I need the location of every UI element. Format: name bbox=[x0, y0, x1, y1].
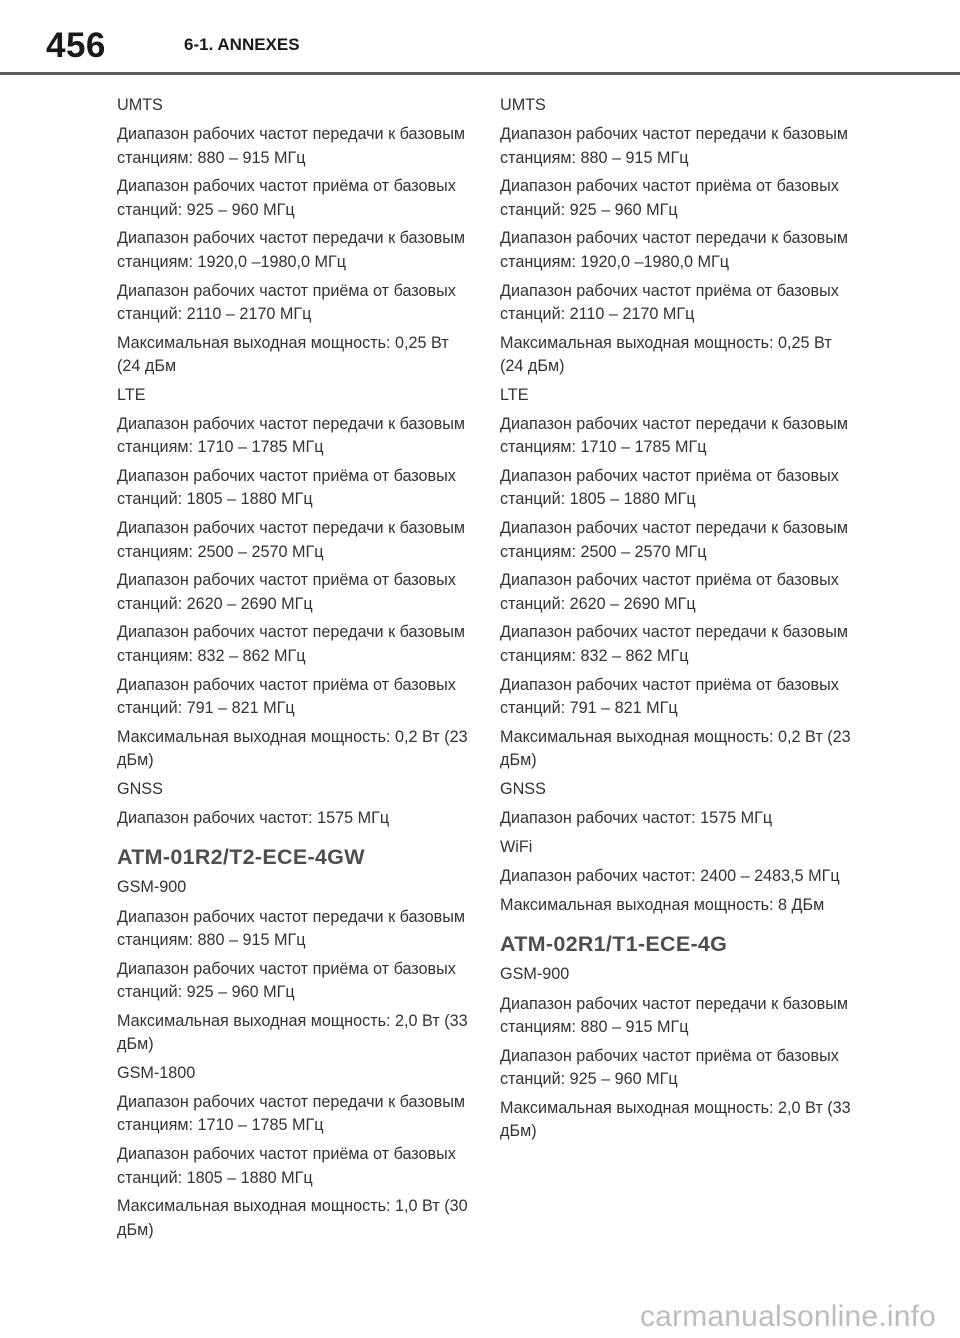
gsm1800-rx: Диапазон рабочих частот приёма от базовых станций: 1805 – 1880 МГц bbox=[117, 1145, 456, 1187]
lte-tx-1800: Диапазон рабочих частот передачи к базовым станциям: 1710 – 1785 МГц bbox=[500, 415, 848, 457]
header-divider bbox=[0, 72, 960, 75]
left-column bbox=[117, 94, 469, 1247]
gsm900-max-power: Максимальная выходная мощность: 2,0 Вт (33 дБм) bbox=[117, 1011, 468, 1054]
lte-rx-800: Диапазон рабочих частот приёма от базовых станций: 791 – 821 МГц bbox=[117, 675, 456, 717]
umts-max-power: Максимальная выходная мощность: 0,25 Вт (24 дБм bbox=[117, 333, 449, 375]
umts-rx-900: Диапазон рабочих частот приёма от базовых станций: 925 – 960 МГц bbox=[117, 177, 456, 219]
wifi-block bbox=[500, 836, 852, 917]
gnss-label: GNSS bbox=[500, 779, 546, 798]
lte-label: LTE bbox=[500, 385, 529, 404]
gsm900-rx: Диапазон рабочих частот приёма от базовых станций: 925 – 960 МГц bbox=[117, 959, 456, 1001]
wifi-max-power: Максимальная выходная мощность: 8 ДБм bbox=[500, 895, 825, 914]
umts-tx-2100: Диапазон рабочих частот передачи к базовым станциям: 1920,0 –1980,0 МГц bbox=[500, 229, 848, 271]
gsm900-tx: Диапазон рабочих частот передачи к базовым станциям: 880 – 915 МГц bbox=[500, 994, 848, 1036]
gsm900-label: GSM-900 bbox=[117, 878, 187, 897]
umts-tx-900: Диапазон рабочих частот передачи к базовым станциям: 880 – 915 МГц bbox=[117, 125, 465, 167]
gsm900-block bbox=[500, 963, 852, 1143]
right-column bbox=[500, 94, 852, 1149]
lte-tx-800: Диапазон рабочих частот передачи к базовым станциям: 832 – 862 МГц bbox=[500, 623, 848, 665]
lte-rx-1800: Диапазон рабочих частот приёма от базовых станций: 1805 – 1880 МГц bbox=[500, 467, 839, 509]
umts-block bbox=[117, 94, 469, 378]
model-heading: ATM-01R2/T2-ECE-4GW bbox=[117, 845, 365, 870]
lte-tx-2600: Диапазон рабочих частот передачи к базовым станциям: 2500 – 2570 МГц bbox=[500, 519, 848, 561]
umts-label: UMTS bbox=[117, 96, 163, 114]
umts-rx-900: Диапазон рабочих частот приёма от базовых станций: 925 – 960 МГц bbox=[500, 177, 839, 219]
gsm1800-label: GSM-1800 bbox=[117, 1063, 196, 1082]
lte-max-power: Максимальная выходная мощность: 0,2 Вт (23 дБм) bbox=[500, 727, 851, 769]
gsm900-tx: Диапазон рабочих частот передачи к базовым станциям: 880 – 915 МГц bbox=[117, 907, 465, 949]
wifi-label: WiFi bbox=[500, 837, 533, 856]
page-number: 456 bbox=[46, 26, 106, 65]
lte-tx-1800: Диапазон рабочих частот передачи к базовым станциям: 1710 – 1785 МГц bbox=[117, 415, 465, 457]
lte-max-power: Максимальная выходная мощность: 0,2 Вт (23 дБм) bbox=[117, 727, 468, 769]
section-title: 6-1. ANNEXES bbox=[184, 35, 300, 54]
umts-tx-2100: Диапазон рабочих частот передачи к базовым станциям: 1920,0 –1980,0 МГц bbox=[117, 229, 465, 271]
site-watermark: carmanualsonline.info bbox=[639, 1300, 936, 1333]
lte-tx-2600: Диапазон рабочих частот передачи к базовым станциям: 2500 – 2570 МГц bbox=[117, 519, 465, 561]
gsm1800-tx: Диапазон рабочих частот передачи к базовым станциям: 1710 – 1785 МГц bbox=[117, 1093, 465, 1135]
umts-block bbox=[500, 94, 852, 378]
umts-label: UMTS bbox=[500, 96, 546, 114]
lte-rx-2600: Диапазон рабочих частот приёма от базовых станций: 2620 – 2690 МГц bbox=[500, 571, 839, 613]
model-heading: ATM-02R1/T1-ECE-4G bbox=[500, 932, 728, 957]
lte-block bbox=[500, 384, 852, 772]
gsm900-max-power: Максимальная выходная мощность: 2,0 Вт (33 дБм) bbox=[500, 1098, 851, 1140]
gnss-frequency: Диапазон рабочих частот: 1575 МГц bbox=[117, 809, 390, 828]
umts-max-power: Максимальная выходная мощность: 0,25 Вт (24 дБм) bbox=[500, 333, 832, 375]
lte-tx-800: Диапазон рабочих частот передачи к базовым станциям: 832 – 862 МГц bbox=[117, 623, 465, 665]
gsm900-rx: Диапазон рабочих частот приёма от базовых станций: 925 – 960 МГц bbox=[500, 1046, 839, 1088]
lte-rx-1800: Диапазон рабочих частот приёма от базовых станций: 1805 – 1880 МГц bbox=[117, 467, 456, 509]
umts-rx-2100: Диапазон рабочих частот приёма от базовых станций: 2110 – 2170 МГц bbox=[500, 281, 839, 323]
gsm1800-max-power: Максимальная выходная мощность: 1,0 Вт (30 дБм) bbox=[117, 1197, 468, 1239]
wifi-frequency: Диапазон рабочих частот: 2400 – 2483,5 МГц bbox=[500, 867, 840, 886]
lte-rx-800: Диапазон рабочих частот приёма от базовых станций: 791 – 821 МГц bbox=[500, 675, 839, 717]
gnss-label: GNSS bbox=[117, 779, 163, 798]
lte-rx-2600: Диапазон рабочих частот приёма от базовых станций: 2620 – 2690 МГц bbox=[117, 571, 456, 613]
umts-tx-900: Диапазон рабочих частот передачи к базовым станциям: 880 – 915 МГц bbox=[500, 125, 848, 167]
gsm900-label: GSM-900 bbox=[500, 965, 570, 984]
gnss-frequency: Диапазон рабочих частот: 1575 МГц bbox=[500, 809, 773, 828]
lte-block bbox=[117, 384, 469, 772]
umts-rx-2100: Диапазон рабочих частот приёма от базовых станций: 2110 – 2170 МГц bbox=[117, 281, 456, 323]
gnss-block bbox=[500, 778, 852, 831]
gnss-block bbox=[117, 778, 469, 831]
gsm900-block bbox=[117, 876, 469, 1056]
gsm1800-block bbox=[117, 1062, 469, 1242]
page-header bbox=[0, 0, 960, 76]
lte-label: LTE bbox=[117, 385, 146, 404]
